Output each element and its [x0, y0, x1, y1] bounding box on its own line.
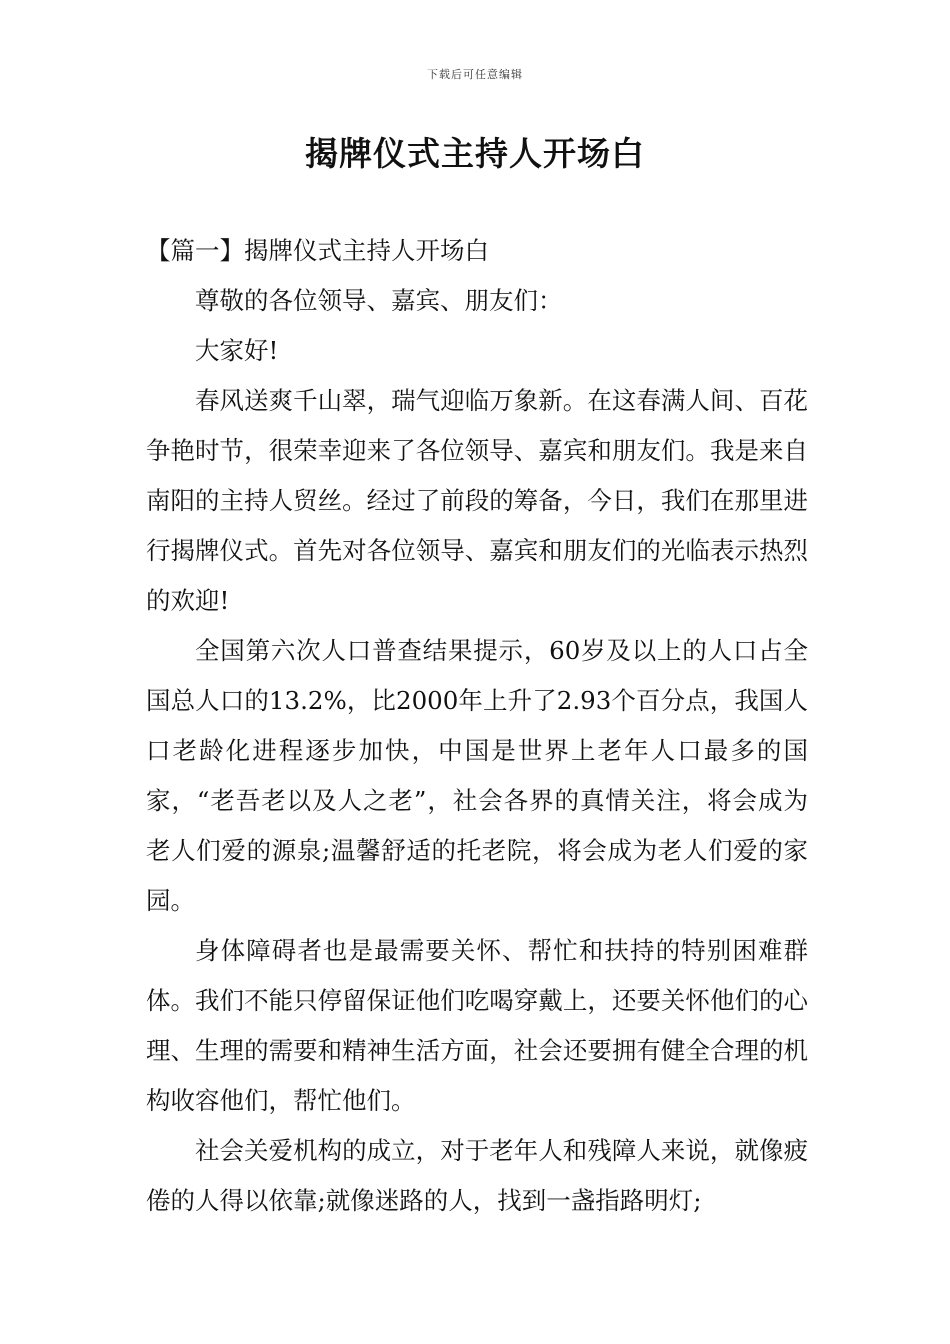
paragraph-population: 全国第六次人口普查结果提示，60岁及以上的人口占全国总人口的13.2%，比2000年上升了2.93个百分点，我国人口老龄化进程逐步加快，中国是世界上老年人口最多的国家，“老吾老以及人之老”，社会各界的真情关注，将会成为老人们爱的源泉;温馨舒适的托老院，将会成为老人们爱的家园。 [146, 636, 808, 915]
paragraph-greeting: 大家好! [195, 336, 279, 365]
paragraph-institution: 社会关爱机构的成立，对于老年人和残障人来说，就像疲倦的人得以依靠;就像迷路的人，找到一盏指路明灯; [146, 1136, 808, 1215]
paragraph-disability: 身体障碍者也是最需要关怀、帮忙和扶持的特别困难群体。我们不能只停留保证他们吃喝穿戴上，还要关怀他们的心理、生理的需要和精神生活方面，社会还要拥有健全合理的机构收容他们，帮忙他们。 [146, 936, 808, 1115]
header-note: 下载后可任意编辑 [427, 68, 523, 81]
paragraph-opening: 春风送爽千山翠，瑞气迎临万象新。在这春满人间、百花争艳时节，很荣幸迎来了各位领导、嘉宾和朋友们。我是来自南阳的主持人贸丝。经过了前段的筹备，今日，我们在那里进行揭牌仪式。首先对各位领导、嘉宾和朋友们的光临表示热烈的欢迎! [146, 386, 808, 615]
document-title: 揭牌仪式主持人开场白 [305, 134, 645, 173]
section-heading: 【篇一】揭牌仪式主持人开场白 [146, 236, 489, 265]
paragraph-salutation: 尊敬的各位领导、嘉宾、朋友们： [195, 286, 563, 315]
document-body [146, 226, 808, 1226]
